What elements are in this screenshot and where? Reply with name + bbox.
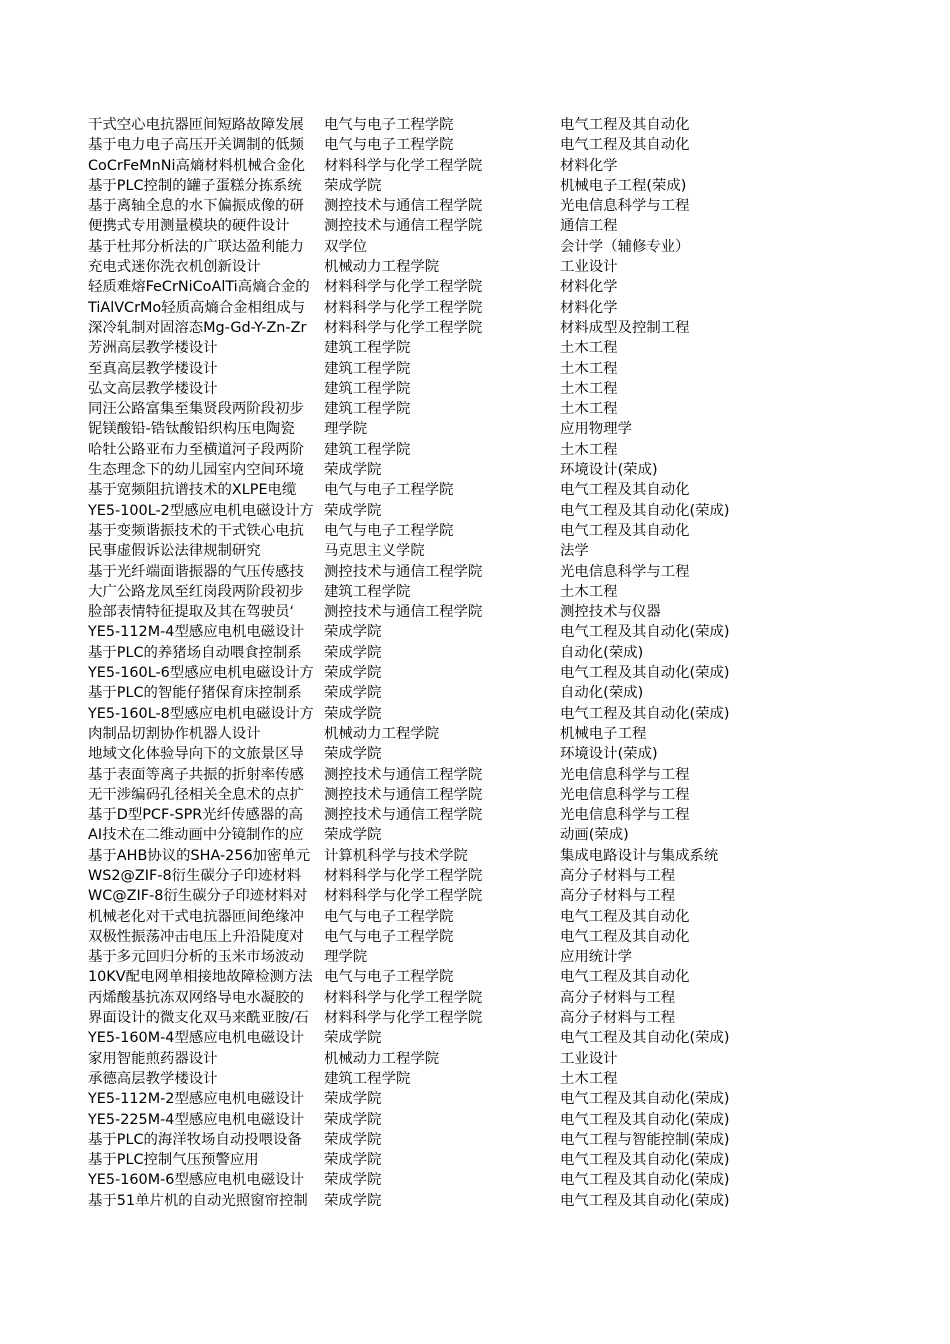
major-cell: 电气工程及其自动化(荣成) xyxy=(560,624,730,641)
title-cell: 生态理念下的幼儿园室内空间环境 xyxy=(88,462,304,479)
title-cell: 基于光纤端面谐振器的气压传感技 xyxy=(88,563,304,580)
major-cell: 电气工程及其自动化(荣成) xyxy=(560,1030,730,1047)
college-cell: 材料科学与化学工程学院 xyxy=(324,989,483,1006)
title-cell: YE5-160M-4型感应电机电磁设计 xyxy=(88,1030,304,1047)
college-cell: 材料科学与化学工程学院 xyxy=(324,867,483,884)
college-cell: 荣成学院 xyxy=(324,665,382,682)
table-row xyxy=(0,176,950,196)
major-cell: 土木工程 xyxy=(560,401,618,418)
table-row xyxy=(0,440,950,460)
table-row xyxy=(0,460,950,480)
college-cell: 荣成学院 xyxy=(324,1030,382,1047)
college-cell: 荣成学院 xyxy=(324,827,382,844)
table-row xyxy=(0,724,950,744)
college-cell: 材料科学与化学工程学院 xyxy=(324,299,483,316)
table-row xyxy=(0,196,950,216)
title-cell: 基于变频谐振技术的干式铁心电抗 xyxy=(88,522,304,539)
title-cell: 界面设计的微支化双马来酰亚胺/石 xyxy=(88,1010,309,1027)
table-row xyxy=(0,135,950,155)
major-cell: 自动化(荣成) xyxy=(560,685,644,702)
college-cell: 电气与电子工程学院 xyxy=(324,137,454,154)
table-row xyxy=(0,1008,950,1028)
table-row xyxy=(0,115,950,135)
college-cell: 荣成学院 xyxy=(324,746,382,763)
title-cell: 基于PLC的智能仔猪保育床控制系 xyxy=(88,685,302,702)
major-cell: 光电信息科学与工程 xyxy=(560,563,690,580)
title-cell: 基于表面等离子共振的折射率传感 xyxy=(88,766,304,783)
table-row xyxy=(0,765,950,785)
title-cell: 基于D型PCF-SPR光纤传感器的高 xyxy=(88,807,303,824)
college-cell: 机械动力工程学院 xyxy=(324,1050,440,1067)
college-cell: 马克思主义学院 xyxy=(324,543,425,560)
college-cell: 建筑工程学院 xyxy=(324,340,411,357)
college-cell: 测控技术与通信工程学院 xyxy=(324,786,483,803)
title-cell: 基于宽频阻抗谱技术的XLPE电缆 xyxy=(88,482,297,499)
college-cell: 电气与电子工程学院 xyxy=(324,969,454,986)
table-row xyxy=(0,318,950,338)
title-cell: 肉制品切割协作机器人设计 xyxy=(88,725,261,742)
table-row xyxy=(0,480,950,500)
college-cell: 电气与电子工程学院 xyxy=(324,522,454,539)
title-cell: 脸部表情特征提取及其在驾驶员‘ xyxy=(88,604,295,621)
major-cell: 土木工程 xyxy=(560,1070,618,1087)
table-row xyxy=(0,1130,950,1150)
table-row xyxy=(0,602,950,622)
table-row xyxy=(0,237,950,257)
major-cell: 高分子材料与工程 xyxy=(560,1010,676,1027)
title-cell: YE5-160L-8型感应电机电磁设计方 xyxy=(88,705,314,722)
college-cell: 理学院 xyxy=(324,949,368,966)
college-cell: 材料科学与化学工程学院 xyxy=(324,279,483,296)
college-cell: 荣成学院 xyxy=(324,1091,382,1108)
college-cell: 荣成学院 xyxy=(324,1152,382,1169)
table-row xyxy=(0,846,950,866)
college-cell: 荣成学院 xyxy=(324,177,382,194)
title-cell: 充电式迷你洗衣机创新设计 xyxy=(88,259,261,276)
title-cell: 基于离轴全息的水下偏振成像的研 xyxy=(88,198,304,215)
major-cell: 电气工程及其自动化(荣成) xyxy=(560,705,730,722)
title-cell: 芳洲高层教学楼设计 xyxy=(88,340,218,357)
table-row xyxy=(0,1049,950,1069)
table-row xyxy=(0,967,950,987)
major-cell: 集成电路设计与集成系统 xyxy=(560,847,719,864)
title-cell: AI技术在二维动画中分镜制作的应 xyxy=(88,827,304,844)
table-row xyxy=(0,501,950,521)
table-row xyxy=(0,1191,950,1211)
table-row xyxy=(0,298,950,318)
college-cell: 荣成学院 xyxy=(324,1192,382,1209)
major-cell: 电气工程及其自动化 xyxy=(560,137,690,154)
title-cell: YE5-160L-6型感应电机电磁设计方 xyxy=(88,665,314,682)
major-cell: 电气工程及其自动化 xyxy=(560,928,690,945)
title-cell: 同汪公路富集至集贤段两阶段初步 xyxy=(88,401,304,418)
title-cell: WS2@ZIF-8衍生碳分子印迹材料 xyxy=(88,867,302,884)
table-row xyxy=(0,643,950,663)
major-cell: 电气工程及其自动化(荣成) xyxy=(560,1111,730,1128)
major-cell: 光电信息科学与工程 xyxy=(560,198,690,215)
table-row xyxy=(0,419,950,439)
table-row xyxy=(0,1150,950,1170)
major-cell: 土木工程 xyxy=(560,360,618,377)
college-cell: 理学院 xyxy=(324,421,368,438)
table-row xyxy=(0,907,950,927)
major-cell: 电气工程与智能控制(荣成) xyxy=(560,1131,730,1148)
table-row xyxy=(0,562,950,582)
college-cell: 建筑工程学院 xyxy=(324,401,411,418)
major-cell: 光电信息科学与工程 xyxy=(560,766,690,783)
major-cell: 土木工程 xyxy=(560,380,618,397)
title-cell: YE5-225M-4型感应电机电磁设计 xyxy=(88,1111,304,1128)
major-cell: 电气工程及其自动化(荣成) xyxy=(560,1192,730,1209)
table-row xyxy=(0,988,950,1008)
table-row xyxy=(0,156,950,176)
major-cell: 土木工程 xyxy=(560,340,618,357)
table-row xyxy=(0,1069,950,1089)
title-cell: 深冷轧制对固溶态Mg-Gd-Y-Zn-Zr xyxy=(88,319,307,336)
title-cell: 基于51单片机的自动光照窗帘控制 xyxy=(88,1192,308,1209)
major-cell: 工业设计 xyxy=(560,1050,618,1067)
major-cell: 机械电子工程(荣成) xyxy=(560,177,687,194)
college-cell: 材料科学与化学工程学院 xyxy=(324,1010,483,1027)
college-cell: 机械动力工程学院 xyxy=(324,725,440,742)
college-cell: 荣成学院 xyxy=(324,624,382,641)
major-cell: 测控技术与仪器 xyxy=(560,604,661,621)
table-row xyxy=(0,216,950,236)
title-cell: CoCrFeMnNi高熵材料机械合金化 xyxy=(88,157,305,174)
college-cell: 电气与电子工程学院 xyxy=(324,482,454,499)
table-row xyxy=(0,805,950,825)
table-row xyxy=(0,1170,950,1190)
college-cell: 机械动力工程学院 xyxy=(324,259,440,276)
major-cell: 电气工程及其自动化 xyxy=(560,908,690,925)
title-cell: 丙烯酸基抗冻双网络导电水凝胶的 xyxy=(88,989,304,1006)
major-cell: 电气工程及其自动化 xyxy=(560,117,690,133)
table-row xyxy=(0,359,950,379)
title-cell: 干式空心电抗器匝间短路故障发展 xyxy=(88,117,304,133)
title-cell: 轻质难熔FeCrNiCoAlTi高熵合金的 xyxy=(88,279,310,296)
major-cell: 光电信息科学与工程 xyxy=(560,786,690,803)
title-cell: 民事虚假诉讼法律规制研究 xyxy=(88,543,261,560)
title-cell: YE5-112M-2型感应电机电磁设计 xyxy=(88,1091,304,1108)
college-cell: 材料科学与化学工程学院 xyxy=(324,888,483,905)
table-row xyxy=(0,277,950,297)
major-cell: 法学 xyxy=(560,543,589,560)
title-cell: 便携式专用测量模块的硬件设计 xyxy=(88,218,290,235)
major-cell: 电气工程及其自动化(荣成) xyxy=(560,502,730,519)
major-cell: 电气工程及其自动化 xyxy=(560,522,690,539)
college-cell: 测控技术与通信工程学院 xyxy=(324,766,483,783)
major-cell: 光电信息科学与工程 xyxy=(560,807,690,824)
title-cell: 家用智能煎药器设计 xyxy=(88,1050,218,1067)
title-cell: 基于杜邦分析法的广联达盈利能力 xyxy=(88,238,304,255)
title-cell: 基于AHB协议的SHA-256加密单元 xyxy=(88,847,311,864)
major-cell: 土木工程 xyxy=(560,441,618,458)
college-cell: 建筑工程学院 xyxy=(324,360,411,377)
title-cell: 大广公路龙凤至红岗段两阶段初步 xyxy=(88,583,304,600)
title-cell: YE5-100L-2型感应电机电磁设计方 xyxy=(88,502,314,519)
major-cell: 机械电子工程 xyxy=(560,725,647,742)
college-cell: 荣成学院 xyxy=(324,462,382,479)
college-cell: 荣成学院 xyxy=(324,705,382,722)
title-cell: 哈牡公路亚布力至横道河子段两阶 xyxy=(88,441,304,458)
major-cell: 材料成型及控制工程 xyxy=(560,319,690,336)
college-cell: 材料科学与化学工程学院 xyxy=(324,157,483,174)
title-cell: 基于电力电子高压开关调制的低频 xyxy=(88,137,304,154)
major-cell: 高分子材料与工程 xyxy=(560,888,676,905)
title-cell: 无干涉编码孔径相关全息术的点扩 xyxy=(88,786,304,803)
college-cell: 荣成学院 xyxy=(324,1111,382,1128)
title-cell: 基于PLC控制的罐子蛋糕分拣系统 xyxy=(88,177,302,194)
college-cell: 建筑工程学院 xyxy=(324,441,411,458)
title-cell: YE5-112M-4型感应电机电磁设计 xyxy=(88,624,304,641)
college-cell: 荣成学院 xyxy=(324,685,382,702)
table-row xyxy=(0,704,950,724)
table-row xyxy=(0,866,950,886)
major-cell: 电气工程及其自动化(荣成) xyxy=(560,1152,730,1169)
title-cell: 弘文高层教学楼设计 xyxy=(88,380,218,397)
title-cell: TiAlVCrMo轻质高熵合金相组成与 xyxy=(88,299,306,316)
college-cell: 测控技术与通信工程学院 xyxy=(324,198,483,215)
college-cell: 电气与电子工程学院 xyxy=(324,908,454,925)
major-cell: 电气工程及其自动化 xyxy=(560,969,690,986)
college-cell: 荣成学院 xyxy=(324,1131,382,1148)
major-cell: 应用物理学 xyxy=(560,421,632,438)
table-row xyxy=(0,1089,950,1109)
title-cell: 铌镁酸铅-锆钛酸铅织构压电陶瓷 xyxy=(88,421,295,438)
major-cell: 通信工程 xyxy=(560,218,618,235)
major-cell: 电气工程及其自动化(荣成) xyxy=(560,1091,730,1108)
table-row xyxy=(0,1110,950,1130)
table-row xyxy=(0,379,950,399)
major-cell: 会计学（辅修专业） xyxy=(560,238,690,255)
table-row xyxy=(0,1028,950,1048)
major-cell: 动画(荣成) xyxy=(560,827,629,844)
college-cell: 测控技术与通信工程学院 xyxy=(324,807,483,824)
major-cell: 工业设计 xyxy=(560,259,618,276)
college-cell: 测控技术与通信工程学院 xyxy=(324,218,483,235)
title-cell: 基于多元回归分析的玉米市场波动 xyxy=(88,949,304,966)
college-cell: 测控技术与通信工程学院 xyxy=(324,563,483,580)
title-cell: YE5-160M-6型感应电机电磁设计 xyxy=(88,1172,304,1189)
table-row xyxy=(0,744,950,764)
title-cell: 承德高层教学楼设计 xyxy=(88,1070,218,1087)
table-row xyxy=(0,886,950,906)
major-cell: 高分子材料与工程 xyxy=(560,867,676,884)
major-cell: 电气工程及其自动化(荣成) xyxy=(560,1172,730,1189)
table-row xyxy=(0,825,950,845)
college-cell: 电气与电子工程学院 xyxy=(324,928,454,945)
table-row xyxy=(0,338,950,358)
title-cell: 基于PLC控制气压预警应用 xyxy=(88,1152,259,1169)
major-cell: 环境设计(荣成) xyxy=(560,462,658,479)
title-cell: 基于PLC的养猪场自动喂食控制系 xyxy=(88,644,302,661)
title-cell: WC@ZIF-8衍生碳分子印迹材料对 xyxy=(88,888,308,905)
title-cell: 基于PLC的海洋牧场自动投喂设备 xyxy=(88,1131,302,1148)
table-row xyxy=(0,521,950,541)
table-row xyxy=(0,257,950,277)
college-cell: 荣成学院 xyxy=(324,502,382,519)
table-row xyxy=(0,683,950,703)
title-cell: 双极性振荡冲击电压上升沿陡度对 xyxy=(88,928,304,945)
major-cell: 电气工程及其自动化(荣成) xyxy=(560,665,730,682)
table-row xyxy=(0,582,950,602)
table-row xyxy=(0,785,950,805)
college-cell: 测控技术与通信工程学院 xyxy=(324,604,483,621)
college-cell: 材料科学与化学工程学院 xyxy=(324,319,483,336)
college-cell: 建筑工程学院 xyxy=(324,583,411,600)
title-cell: 至真高层教学楼设计 xyxy=(88,360,218,377)
title-cell: 机械老化对干式电抗器匝间绝缘冲 xyxy=(88,908,304,925)
table-row xyxy=(0,541,950,561)
table-row xyxy=(0,947,950,967)
college-cell: 双学位 xyxy=(324,238,368,255)
major-cell: 自动化(荣成) xyxy=(560,644,644,661)
table-row xyxy=(0,927,950,947)
major-cell: 电气工程及其自动化 xyxy=(560,482,690,499)
college-cell: 建筑工程学院 xyxy=(324,380,411,397)
major-cell: 环境设计(荣成) xyxy=(560,746,658,763)
major-cell: 应用统计学 xyxy=(560,949,632,966)
major-cell: 材料化学 xyxy=(560,157,618,174)
title-cell: 地域文化体验导向下的文旅景区导 xyxy=(88,746,304,763)
major-cell: 土木工程 xyxy=(560,583,618,600)
table-row xyxy=(0,663,950,683)
college-cell: 电气与电子工程学院 xyxy=(324,117,454,133)
table-row xyxy=(0,399,950,419)
major-cell: 材料化学 xyxy=(560,299,618,316)
thesis-table xyxy=(0,115,950,1211)
title-cell: 10KV配电网单相接地故障检测方法 xyxy=(88,969,313,986)
college-cell: 荣成学院 xyxy=(324,644,382,661)
college-cell: 荣成学院 xyxy=(324,1172,382,1189)
table-row xyxy=(0,622,950,642)
major-cell: 高分子材料与工程 xyxy=(560,989,676,1006)
major-cell: 材料化学 xyxy=(560,279,618,296)
college-cell: 计算机科学与技术学院 xyxy=(324,847,468,864)
college-cell: 建筑工程学院 xyxy=(324,1070,411,1087)
